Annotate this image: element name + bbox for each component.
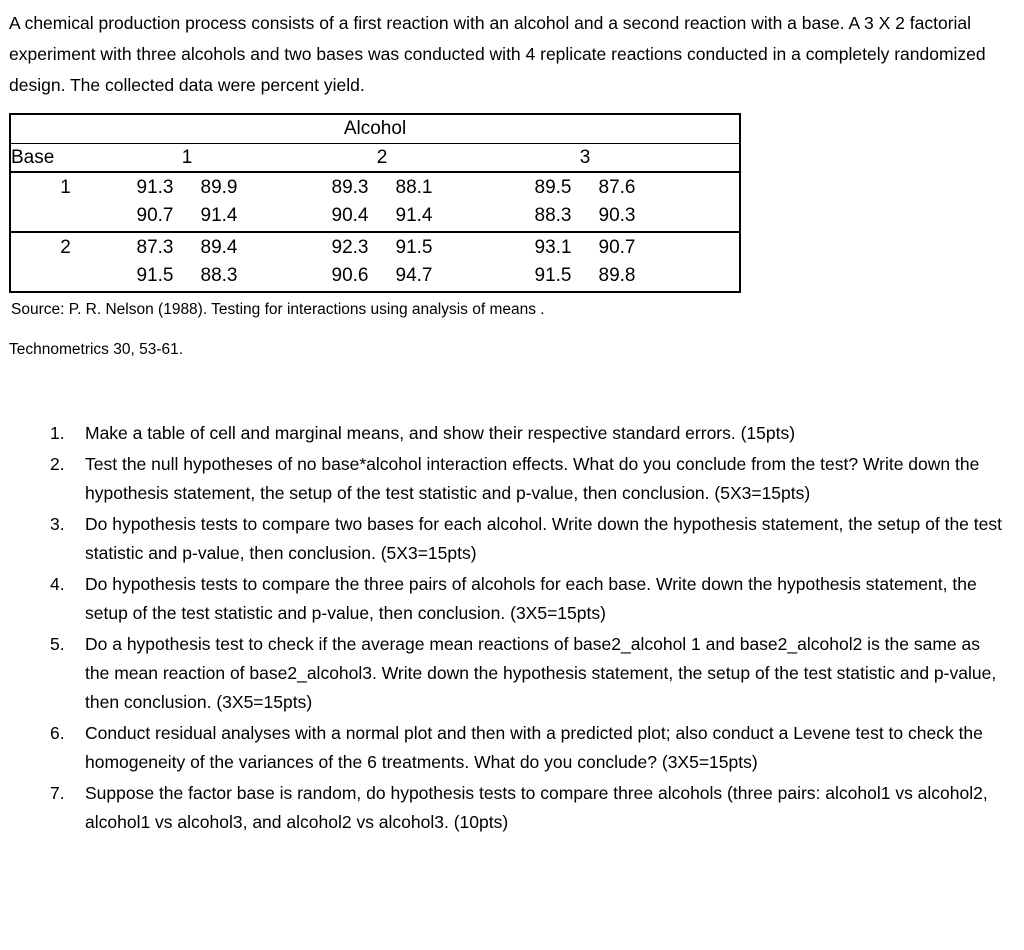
yield-value: 90.7 — [598, 237, 636, 258]
cell-base2-alcohol3 — [525, 232, 740, 292]
cell-base1-alcohol1 — [120, 172, 320, 232]
journal-citation: Technometrics 30, 53-61. — [9, 341, 184, 358]
col-header-alcohol-3: 3 — [525, 144, 740, 173]
yield-value: 90.4 — [331, 205, 369, 226]
question-item-6 — [50, 719, 1015, 777]
yield-value: 91.4 — [395, 205, 433, 226]
yield-value: 90.7 — [136, 205, 174, 226]
question-number: 1. — [50, 423, 65, 443]
yield-value: 89.3 — [331, 177, 369, 198]
intro-paragraph: A chemical production process consists of a first reaction with an alcohol and a second reaction with a base. A 3 X 2 factorial experiment with three alcohols and two bases was conducted with 4 replicate reactions conducted in a completely randomized design. The collected data were percent yield. — [9, 13, 986, 95]
cell-base2-alcohol2 — [320, 232, 525, 292]
question-item-4 — [50, 570, 1015, 628]
cell-base1-alcohol2 — [320, 172, 525, 232]
question-item-3 — [50, 510, 1015, 568]
yield-value: 87.6 — [598, 177, 636, 198]
yield-value: 91.5 — [534, 265, 572, 286]
base-2-label: 2 — [60, 237, 71, 258]
question-item-5 — [50, 630, 1015, 717]
question-number: 4. — [50, 574, 65, 594]
question-text: Suppose the factor base is random, do hypothesis tests to compare three alcohols (three pairs: alcohol1 vs alcohol2, alcohol1 vs alcohol3, and alcohol2 vs alcohol3. (10pts) — [85, 783, 988, 832]
col-header-base: Base — [10, 144, 120, 173]
yield-value: 89.9 — [200, 177, 238, 198]
question-text: Test the null hypotheses of no base*alcohol interaction effects. What do you conclude from the test? Write down the hypothesis statement, the setup of the test statistic and p-value, then conclusion. (5X3=15pts) — [85, 454, 980, 503]
yield-data-table — [9, 113, 741, 293]
question-number: 2. — [50, 454, 65, 474]
yield-value: 89.5 — [534, 177, 572, 198]
question-number: 3. — [50, 514, 65, 534]
question-text: Make a table of cell and marginal means, and show their respective standard errors. (15pts) — [85, 423, 796, 443]
question-text: Conduct residual analyses with a normal plot and then with a predicted plot; also conduct a Levene test to check the homogeneity of the variances of the 6 treatments. What do you conclude? (3X5=15pts) — [85, 723, 983, 772]
yield-value: 89.4 — [200, 237, 238, 258]
cell-base1-alcohol3 — [525, 172, 740, 232]
yield-value: 90.3 — [598, 205, 636, 226]
question-number: 7. — [50, 783, 65, 803]
yield-value: 88.3 — [534, 205, 572, 226]
question-item-7 — [50, 779, 1015, 837]
yield-value: 88.1 — [395, 177, 433, 198]
yield-value: 92.3 — [331, 237, 369, 258]
question-number: 5. — [50, 634, 65, 654]
yield-value: 91.5 — [136, 265, 174, 286]
table-group-header: Alcohol — [10, 114, 740, 144]
question-item-1 — [50, 419, 1015, 448]
table-group-header-row — [10, 114, 740, 144]
question-item-2 — [50, 450, 1015, 508]
yield-value: 94.7 — [395, 265, 433, 286]
source-citation: Source: P. R. Nelson (1988). Testing for interactions using analysis of means . — [11, 301, 545, 318]
question-list — [50, 419, 1015, 837]
base-1-label: 1 — [10, 172, 120, 232]
table-row-base-2 — [10, 232, 740, 292]
yield-value: 87.3 — [136, 237, 174, 258]
table-row-base-1 — [10, 172, 740, 232]
yield-value: 88.3 — [200, 265, 238, 286]
cell-base2-alcohol1 — [120, 232, 320, 292]
yield-value: 89.8 — [598, 265, 636, 286]
yield-value: 93.1 — [534, 237, 572, 258]
yield-value: 91.3 — [136, 177, 174, 198]
question-text: Do a hypothesis test to check if the average mean reactions of base2_alcohol 1 and base2_alcohol2 is the same as the mean reaction of base2_alcohol3. Write down the hypothesis statement, the setup of the test statistic and p-value, then conclusion. (3X5=15pts) — [85, 634, 997, 712]
yield-value: 90.6 — [331, 265, 369, 286]
table-column-header-row — [10, 144, 740, 173]
question-text: Do hypothesis tests to compare two bases for each alcohol. Write down the hypothesis statement, the setup of the test statistic and p-value, then conclusion. (5X3=15pts) — [85, 514, 1002, 563]
question-text: Do hypothesis tests to compare the three pairs of alcohols for each base. Write down the hypothesis statement, the setup of the test statistic and p-value, then conclusion. (3X5=15pts) — [85, 574, 977, 623]
col-header-alcohol-1: 1 — [120, 144, 320, 173]
yield-value: 91.5 — [395, 237, 433, 258]
question-number: 6. — [50, 723, 65, 743]
col-header-alcohol-2: 2 — [320, 144, 525, 173]
yield-value: 91.4 — [200, 205, 238, 226]
